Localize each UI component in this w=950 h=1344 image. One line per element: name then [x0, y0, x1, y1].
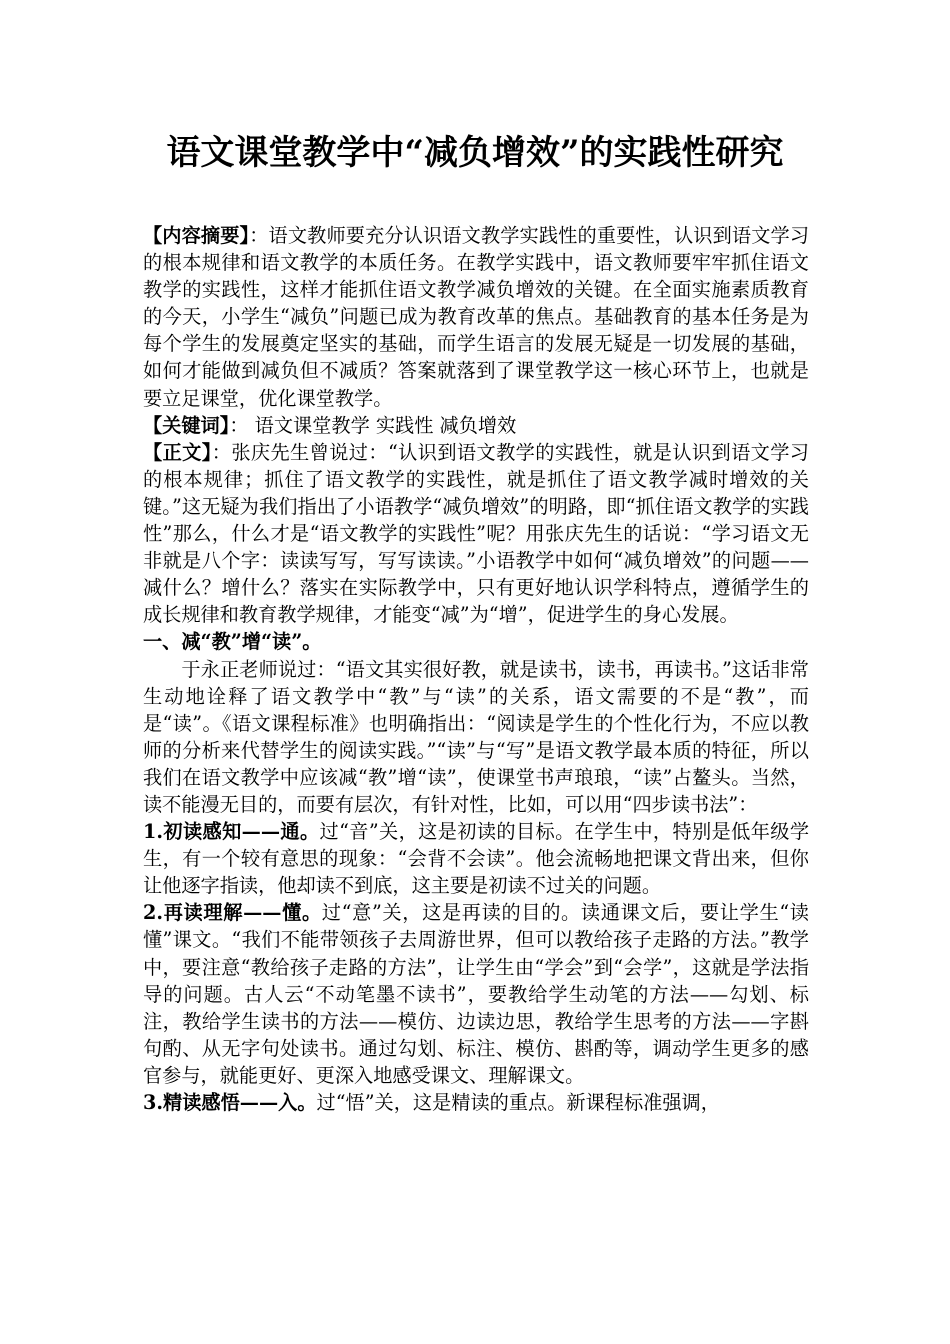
main-text-paragraph [143, 439, 809, 629]
step-text-3: 过“悟”关，这是精读的重点。新课程标准强调， [316, 1091, 720, 1114]
step-label-3: 3.精读感悟——入。 [143, 1091, 317, 1114]
keywords-text: ： 语文课堂教学 实践性 减负增效 [229, 413, 517, 437]
main-text-body: ：张庆先生曾说过：“认识到语文教学的实践性，就是认识到语文学习的根本规律；抓住了语文教学的实践性，就是抓住了语文教学减时增效的关键。”这无疑为我们指出了小语教学“减负增效”的明路，即“抓住语文教学的实践性”那么，什么才是“语文教学的实践性”呢？用张庆先生的话说：“学习语文无非就是八个字：读读写写，写写读读。”小语教学中如何“减负增效”的问题——减什么？增什么？落实在实际教学中，只有更好地认识学科特点，遵循学生的成长规律和教育教学规律，才能变“减”为“增”，促进学生的身心发展。 [143, 440, 809, 627]
main-text-label: 【正文】 [143, 440, 212, 464]
step-label-1: 1.初读感知——通。 [143, 820, 320, 844]
document-body [143, 222, 809, 1116]
abstract-text: ：语文教师要充分认识语文教学实践性的重要性，认识到语文学习的根本规律和语文教学的本质任务。在教学实践中，语文教师要牢牢抓住语文教学的实践性，这样才能抓住语文教学减负增效的关键。在全面实施素质教育的今天，小学生“减负”问题已成为教育改革的焦点。基础教育的基本任务是为每个学生的发展奠定坚实的基础，而学生语言的发展无疑是一切发展的基础，如何才能做到减负但不减质？答案就落到了课堂教学这一核心环节上，也就是要立足课堂，优化课堂教学。 [143, 224, 810, 410]
keywords-paragraph [143, 412, 809, 439]
step-label-2: 2.再读理解——懂。 [143, 901, 322, 925]
step-paragraph-2 [143, 899, 809, 1089]
section-paragraph: 于永正老师说过：“语文其实很好教，就是读书，读书，再读书。”这话非常生动地诠释了语文教学中“教”与“读”的关系，语文需要的不是“教”，而是“读”。《语文课程标准》也明确指出：“阅读是学生的个性化行为，不应以教师的分析来代替学生的阅读实践。”“读”与“写”是语文教学最本质的特征，所以我们在语文教学中应该减“教”增“读”，使课堂书声琅琅，“读”占鳌头。当然，读不能漫无目的，而要有层次，有针对性，比如，可以用“四步读书法”： [143, 657, 809, 816]
section-heading: 一、减“教”增“读”。 [143, 630, 322, 654]
abstract-paragraph [143, 222, 809, 412]
step-text-1: 过“音”关，这是初读的目标。在学生中，特别是低年级学生，有一个较有意思的现象：“会背不会读”。他会流畅地把课文背出来，但你让他逐字指读，他却读不到底，这主要是初读不过关的问题。 [143, 820, 810, 898]
step-paragraph-1 [143, 818, 809, 899]
keywords-label: 【关键词】 [143, 413, 230, 437]
step-paragraph-3 [143, 1089, 809, 1116]
page-title: 语文课堂教学中“减负增效”的实践性研究 [166, 133, 784, 173]
step-text-2: 过“意”关，这是再读的目的。读通课文后，要让学生“读懂”课文。“我们不能带领孩子去周游世界，但可以教给孩子走路的方法。”教学中，要注意“教给孩子走路的方法”，让学生由“学会”到“会学”，这就是学法指导的问题。古人云“不动笔墨不读书”，要教给学生动笔的方法——勾划、标注，教给学生读书的方法——模仿、边读边思，教给学生思考的方法——字斟句酌、从无字句处读书。通过勾划、标注、模仿、斟酌等，调动学生更多的感官参与，就能更好、更深入地感受课文、理解课文。 [143, 901, 809, 1087]
abstract-label: 【内容摘要】 [143, 224, 250, 247]
